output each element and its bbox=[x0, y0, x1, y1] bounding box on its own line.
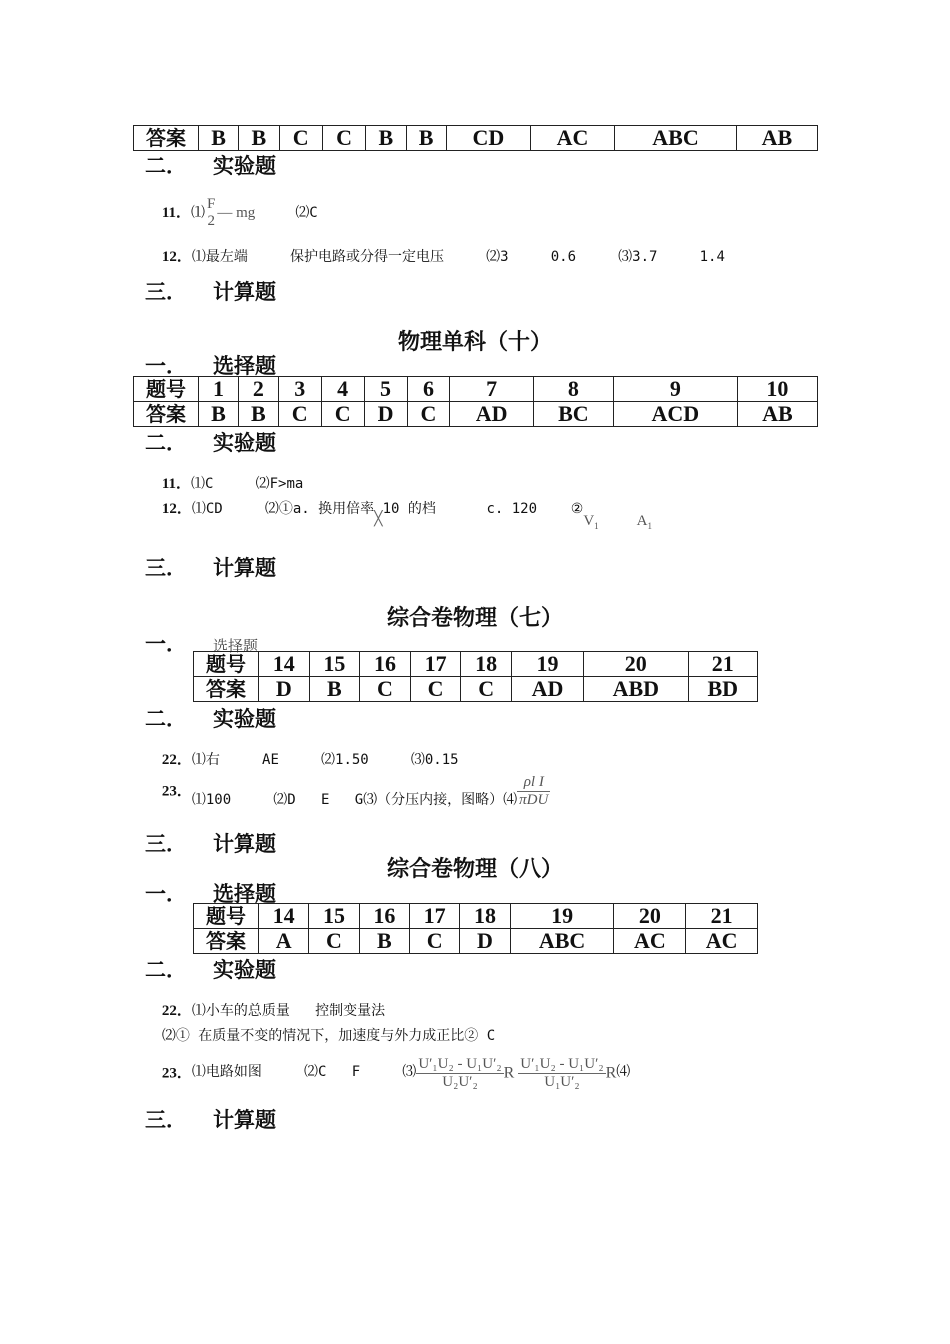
meter-symbol: V bbox=[583, 513, 595, 529]
answer-part: ⑵C bbox=[295, 205, 318, 221]
fraction bbox=[518, 1056, 605, 1091]
table-cell: 8 bbox=[533, 377, 613, 402]
meter-a1 bbox=[637, 513, 652, 529]
table-cell: 18 bbox=[461, 652, 512, 677]
table-cell: AC bbox=[530, 126, 614, 151]
table-cell: 4 bbox=[321, 377, 364, 402]
section-label: 实验题 bbox=[213, 154, 276, 178]
table-row bbox=[194, 677, 758, 702]
table-row bbox=[194, 929, 758, 954]
answer-table-seven bbox=[193, 651, 758, 702]
table-row bbox=[194, 904, 758, 929]
table-cell: 5 bbox=[364, 377, 407, 402]
table-cell: 7 bbox=[450, 377, 533, 402]
table-cell: 题号 bbox=[194, 652, 259, 677]
table-cell: B bbox=[406, 126, 446, 151]
resistor-symbol: R bbox=[503, 1064, 515, 1082]
section-number: 二． bbox=[145, 154, 187, 178]
table-cell: 16 bbox=[359, 904, 409, 929]
fraction bbox=[205, 196, 217, 230]
table-cell: C bbox=[279, 126, 322, 151]
fraction-denominator: 2 bbox=[207, 213, 215, 229]
answer-part: ⑷ bbox=[616, 1063, 631, 1080]
question-number: 22． bbox=[161, 752, 192, 768]
table-cell: 21 bbox=[688, 652, 758, 677]
table-cell: AD bbox=[511, 677, 583, 702]
table-cell: C bbox=[278, 402, 321, 427]
fraction-denominator: πDU bbox=[519, 792, 549, 808]
section-label: 实验题 bbox=[213, 707, 276, 731]
section-number: 二． bbox=[145, 431, 187, 455]
answer-text: 10 的档 c. 120 ② bbox=[382, 501, 584, 517]
answer-line-12 bbox=[145, 229, 725, 266]
table-cell: 16 bbox=[360, 652, 411, 677]
answer-text: ⑴100 ⑵D E G⑶（分压内接，图略）⑷ bbox=[191, 791, 518, 808]
table-cell: 21 bbox=[686, 904, 758, 929]
section-number: 三． bbox=[145, 1108, 187, 1132]
section-number: 二． bbox=[145, 958, 187, 982]
table-cell: BC bbox=[533, 402, 613, 427]
section-label: 选择题 bbox=[213, 637, 259, 655]
table-cell: 1 bbox=[199, 377, 239, 402]
answer-text: ⑵① 在质量不变的情况下，加速度与外力成正比② C bbox=[161, 1028, 496, 1044]
table-cell: 2 bbox=[238, 377, 278, 402]
fraction-numerator: ρl I bbox=[517, 774, 550, 792]
table-cell: 答案 bbox=[134, 126, 199, 151]
table-cell: 14 bbox=[259, 904, 309, 929]
table-cell: 10 bbox=[737, 377, 817, 402]
question-number: 12． bbox=[161, 501, 192, 517]
section-heading bbox=[145, 150, 276, 180]
fraction-denominator: U₁U′₂ bbox=[544, 1074, 580, 1090]
table-cell: 17 bbox=[410, 652, 461, 677]
question-number: 23． bbox=[161, 1065, 192, 1082]
table-cell: B bbox=[199, 126, 239, 151]
table-cell: B bbox=[366, 126, 406, 151]
section-number: 一． bbox=[145, 882, 187, 906]
section-heading bbox=[145, 276, 276, 306]
section-number: 一． bbox=[145, 632, 187, 656]
answer-line-12 bbox=[145, 481, 652, 531]
table-cell: C bbox=[409, 929, 459, 954]
table-cell: 9 bbox=[613, 377, 737, 402]
table-cell: ABC bbox=[510, 929, 614, 954]
section-heading bbox=[145, 427, 276, 457]
meter-subscript: 1 bbox=[647, 521, 652, 531]
table-cell: 答案 bbox=[194, 677, 259, 702]
table-cell: AC bbox=[686, 929, 758, 954]
table-cell: 17 bbox=[409, 904, 459, 929]
fraction-numerator: F bbox=[207, 196, 216, 212]
table-row bbox=[134, 377, 818, 402]
table-cell: D bbox=[364, 402, 407, 427]
table-cell: 答案 bbox=[194, 929, 259, 954]
paper-title: 综合卷物理（七） bbox=[386, 606, 563, 631]
table-cell: B bbox=[309, 677, 360, 702]
table-row bbox=[134, 126, 818, 151]
answer-line-23 bbox=[145, 1040, 630, 1091]
table-cell: ACD bbox=[613, 402, 737, 427]
section-label: 实验题 bbox=[213, 958, 276, 982]
section-label: 计算题 bbox=[213, 556, 276, 580]
table-cell: 19 bbox=[511, 652, 583, 677]
table-cell: AD bbox=[450, 402, 533, 427]
answer-text: ⑴电路如图 ⑵C F ⑶ bbox=[191, 1063, 417, 1080]
table-cell: C bbox=[407, 402, 450, 427]
table-cell: 15 bbox=[309, 652, 360, 677]
question-number: 11． bbox=[161, 205, 192, 221]
table-cell: C bbox=[461, 677, 512, 702]
fraction-numerator: U′₁U₂ - U₁U′₂ bbox=[520, 1056, 604, 1072]
section-heading bbox=[145, 954, 276, 984]
question-number: 23． bbox=[161, 783, 192, 800]
answer-table-top bbox=[133, 125, 818, 151]
section-heading bbox=[145, 552, 276, 582]
table-cell: B bbox=[238, 402, 278, 427]
table-cell: C bbox=[360, 677, 411, 702]
answer-text: ⑴CD ⑵①a. 换用倍率 bbox=[191, 501, 375, 517]
answer-table-ten bbox=[133, 376, 818, 427]
table-cell: C bbox=[410, 677, 461, 702]
answer-line-11 bbox=[145, 180, 318, 230]
section-label: 选择题 bbox=[213, 354, 276, 378]
section-number: 二． bbox=[145, 707, 187, 731]
answer-text: ⑴小车的总质量 控制变量法 bbox=[191, 1003, 386, 1019]
section-number: 三． bbox=[145, 280, 187, 304]
table-cell: 19 bbox=[510, 904, 614, 929]
fraction bbox=[416, 1056, 503, 1091]
table-row bbox=[194, 652, 758, 677]
meter-v1 bbox=[583, 513, 598, 529]
table-cell: AB bbox=[737, 402, 817, 427]
answer-text: ⑴C ⑵F>ma bbox=[191, 476, 304, 492]
table-cell: D bbox=[259, 677, 310, 702]
answer-part: ⑴ bbox=[191, 205, 206, 221]
table-cell: A bbox=[259, 929, 309, 954]
table-cell: 14 bbox=[259, 652, 310, 677]
section-number: 一． bbox=[145, 354, 187, 378]
table-cell: B bbox=[359, 929, 409, 954]
multiply-sign: ╳ bbox=[374, 511, 383, 527]
section-label: 计算题 bbox=[213, 832, 276, 856]
table-cell: B bbox=[199, 402, 239, 427]
table-cell: C bbox=[309, 929, 359, 954]
table-cell: 3 bbox=[278, 377, 321, 402]
section-label: 计算题 bbox=[213, 1108, 276, 1132]
table-cell: D bbox=[460, 929, 510, 954]
table-cell: ABC bbox=[615, 126, 737, 151]
section-label: 计算题 bbox=[213, 280, 276, 304]
section-number: 三． bbox=[145, 556, 187, 580]
question-number: 11． bbox=[161, 476, 192, 492]
section-number: 三． bbox=[145, 832, 187, 856]
table-cell: C bbox=[321, 402, 364, 427]
section-heading bbox=[145, 1104, 276, 1134]
meter-symbol: A bbox=[636, 513, 648, 529]
paper-title: 物理单科（十） bbox=[397, 330, 552, 355]
table-row bbox=[134, 402, 818, 427]
paper-title: 综合卷物理（八） bbox=[386, 857, 563, 882]
answer-text: ⑴最左端 保护电路或分得一定电压 ⑵3 0.6 ⑶3.7 1.4 bbox=[191, 249, 725, 265]
answer-line-23 bbox=[145, 758, 550, 809]
fraction-numerator: U′₁U₂ - U₁U′₂ bbox=[418, 1056, 502, 1072]
table-cell: AC bbox=[614, 929, 686, 954]
table-cell: 15 bbox=[309, 904, 359, 929]
table-cell: C bbox=[322, 126, 365, 151]
section-label: 选择题 bbox=[213, 882, 276, 906]
answer-text: ⑴右 AE ⑵1.50 ⑶0.15 bbox=[191, 752, 459, 768]
fraction bbox=[517, 774, 550, 809]
meter-subscript: 1 bbox=[594, 521, 599, 531]
answer-table-eight bbox=[193, 903, 758, 954]
table-cell: 20 bbox=[614, 904, 686, 929]
section-heading bbox=[145, 703, 276, 733]
formula-text: — mg bbox=[217, 205, 256, 221]
table-cell: BD bbox=[688, 677, 758, 702]
table-cell: 18 bbox=[460, 904, 510, 929]
table-cell: AB bbox=[736, 126, 817, 151]
question-number: 12． bbox=[161, 249, 192, 265]
section-label: 实验题 bbox=[213, 431, 276, 455]
table-cell: B bbox=[239, 126, 279, 151]
table-cell: CD bbox=[446, 126, 530, 151]
table-cell: 20 bbox=[584, 652, 688, 677]
table-cell: 题号 bbox=[134, 377, 199, 402]
table-cell: 6 bbox=[407, 377, 450, 402]
table-cell: ABD bbox=[584, 677, 688, 702]
table-cell: 答案 bbox=[134, 402, 199, 427]
fraction-denominator: U₂U′₂ bbox=[442, 1074, 478, 1090]
resistor-symbol: R bbox=[605, 1064, 617, 1082]
table-cell: 题号 bbox=[194, 904, 259, 929]
question-number: 22． bbox=[161, 1003, 192, 1019]
